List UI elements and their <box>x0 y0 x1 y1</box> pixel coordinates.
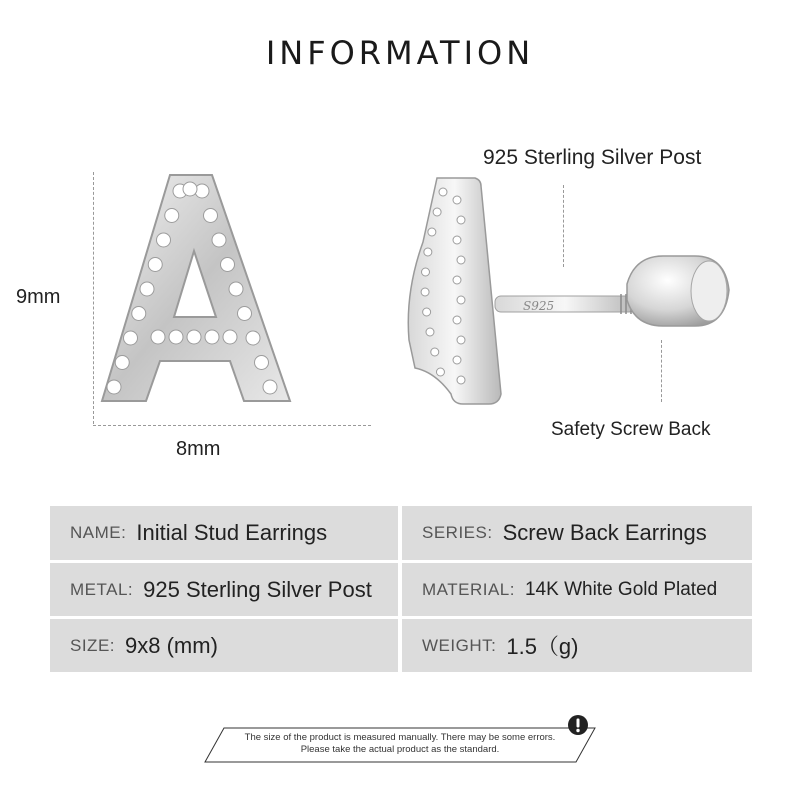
gemstone <box>229 282 243 296</box>
gemstone <box>424 248 432 256</box>
spec-size <box>50 619 398 672</box>
gemstone <box>148 258 162 272</box>
gemstone <box>453 196 461 204</box>
spec-table <box>50 506 752 672</box>
spec-label: MATERIAL: <box>422 579 515 599</box>
gemstone <box>453 316 461 324</box>
gemstone <box>433 208 441 216</box>
disclaimer-text <box>200 732 600 756</box>
gemstone <box>422 268 430 276</box>
spec-label: METAL: <box>70 579 134 599</box>
gemstone <box>115 356 129 370</box>
disclaimer-line-1: The size of the product is measured manually. There may be some errors. <box>244 732 556 743</box>
gemstone <box>436 368 444 376</box>
gemstone <box>221 258 235 272</box>
spec-value: 925 Sterling Silver Post <box>143 576 372 602</box>
spec-value: 9x8 (mm) <box>125 632 218 658</box>
gemstone <box>107 380 121 394</box>
page-title: INFORMATION <box>265 34 535 72</box>
height-dimension-line <box>93 172 94 424</box>
post-stamp: S925 <box>523 299 555 313</box>
disclaimer-box <box>200 725 600 761</box>
earring-side-view <box>395 172 740 412</box>
gemstone <box>428 228 436 236</box>
gemstone <box>238 307 252 321</box>
gemstone <box>439 188 447 196</box>
gemstone <box>426 328 434 336</box>
spec-value: Screw Back Earrings <box>502 520 707 545</box>
gemstone <box>205 330 219 344</box>
spec-label: SIZE: <box>70 635 116 655</box>
gemstone <box>453 276 461 284</box>
gemstone <box>453 356 461 364</box>
width-dimension-line <box>93 425 371 426</box>
gemstone <box>212 233 226 247</box>
spec-weight <box>402 619 752 672</box>
gemstone <box>169 330 183 344</box>
spec-value: 14K White Gold Plated <box>524 578 718 600</box>
gemstone <box>187 330 201 344</box>
spec-metal <box>50 563 398 616</box>
gemstone <box>255 356 269 370</box>
gemstone <box>140 282 154 296</box>
spec-value: 1.5（g) <box>506 634 579 659</box>
gemstone <box>423 308 431 316</box>
spec-label: SERIES: <box>422 523 493 542</box>
gemstone <box>183 182 197 196</box>
gemstone <box>431 348 439 356</box>
gemstone <box>124 331 138 345</box>
gemstone <box>165 209 179 223</box>
gemstone <box>421 288 429 296</box>
post-callout: 925 Sterling Silver Post <box>483 146 702 169</box>
height-label: 9mm <box>16 286 61 308</box>
gemstone <box>453 236 461 244</box>
post-callout-line <box>563 185 564 267</box>
gemstone <box>457 296 465 304</box>
gemstone <box>132 307 146 321</box>
gemstone <box>151 330 165 344</box>
gemstone <box>223 330 237 344</box>
gemstone <box>457 216 465 224</box>
gemstone <box>157 233 171 247</box>
width-label: 8mm <box>176 438 221 460</box>
spec-label: NAME: <box>70 523 127 542</box>
gemstone <box>457 336 465 344</box>
spec-label: WEIGHT: <box>422 635 497 655</box>
back-callout: Safety Screw Back <box>551 419 711 440</box>
disclaimer-line-2: Please take the actual product as the standard. <box>300 744 500 755</box>
gemstone <box>204 209 218 223</box>
earring-front-view <box>90 165 300 425</box>
gemstone <box>457 376 465 384</box>
gemstone <box>246 331 260 345</box>
gemstone <box>457 256 465 264</box>
spec-value: Initial Stud Earrings <box>136 520 328 545</box>
spec-name <box>50 506 398 560</box>
gemstone <box>263 380 277 394</box>
spec-material <box>402 563 752 616</box>
back-callout-line <box>661 340 662 402</box>
spec-series <box>402 506 752 560</box>
